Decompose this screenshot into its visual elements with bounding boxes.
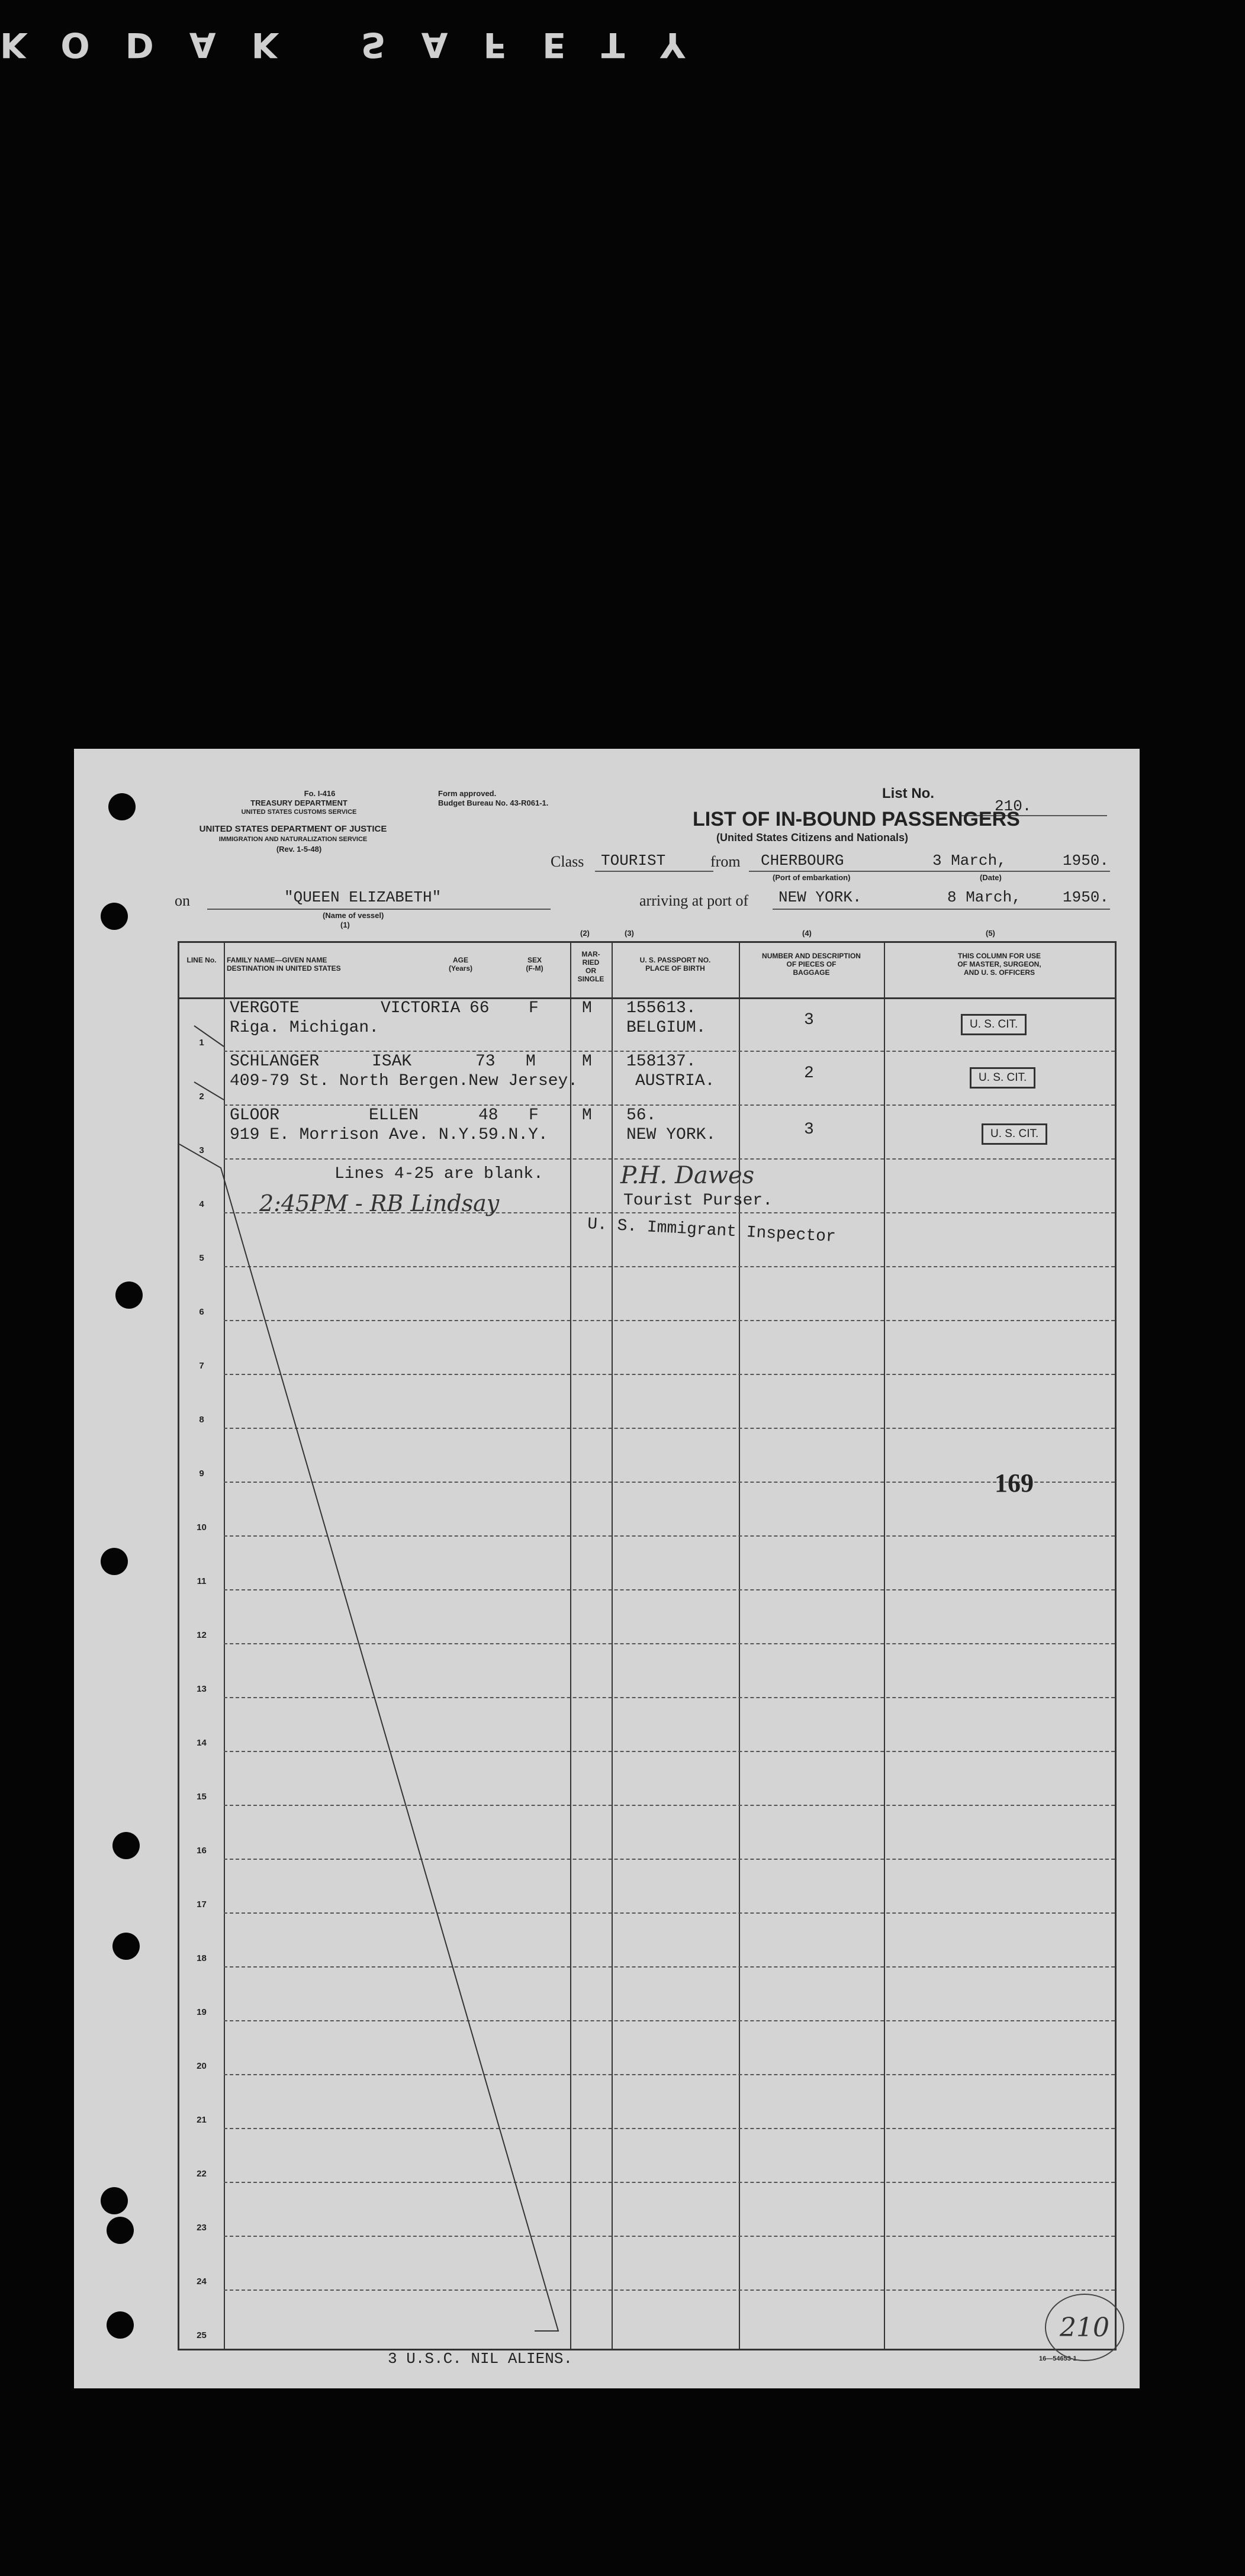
passenger-destination: Riga. Michigan. <box>230 1019 379 1037</box>
punch-hole <box>112 1933 140 1960</box>
col-number-4: (4) <box>802 929 812 938</box>
line-number: 13 <box>197 1684 207 1694</box>
manifest-title: LIST OF IN-BOUND PASSENGERS <box>693 808 1020 830</box>
col-header-sex: SEX (F-M) <box>526 956 543 973</box>
passenger-baggage: 3 <box>804 1120 814 1139</box>
port-embarkation: CHERBOURG <box>761 852 844 870</box>
line-number: 15 <box>197 1792 207 1802</box>
passenger-passport-no: 56. <box>626 1106 657 1125</box>
col-number-2: (2) <box>580 929 590 938</box>
col-divider <box>739 943 740 2349</box>
purser-title: Tourist Purser. <box>623 1192 773 1210</box>
passenger-destination: 919 E. Morrison Ave. N.Y.59.N.Y. <box>230 1126 548 1144</box>
budget-bureau: Budget Bureau No. 43-R061-1. <box>438 798 549 807</box>
arriving-label: arriving at port of <box>639 892 749 909</box>
line-number: 1 <box>199 1038 204 1048</box>
citizen-stamp: U. S. CIT. <box>961 1014 1027 1035</box>
page-number: 169 <box>995 1469 1034 1498</box>
circled-list-number <box>1045 2294 1124 2361</box>
punch-hole <box>101 1548 128 1575</box>
film-edge-text: KODAK SAFETY <box>0 25 721 65</box>
port-caption: (Port of embarkation) <box>773 873 851 882</box>
line-number: 3 <box>199 1145 204 1155</box>
citizen-stamp: U. S. CIT. <box>970 1067 1035 1089</box>
col-header-age: AGE (Years) <box>448 956 473 973</box>
passenger-marital-status: M <box>582 1106 592 1125</box>
passenger-destination: 409-79 St. North Bergen.New Jersey. <box>230 1072 578 1090</box>
punch-hole <box>115 1281 143 1309</box>
col-divider <box>612 943 613 2349</box>
treasury-dept: TREASURY DEPARTMENT <box>250 798 348 807</box>
line-number: 25 <box>197 2330 207 2340</box>
passenger-age: 48 <box>478 1106 498 1125</box>
passenger-table <box>178 941 1117 2350</box>
line-number: 10 <box>197 1522 207 1532</box>
line-number: 17 <box>197 1899 207 1910</box>
circled-list-number-text: 210 <box>1060 2312 1109 2343</box>
footer-summary: 3 U.S.C. NIL ALIENS. <box>388 2350 573 2368</box>
vessel-name: "QUEEN ELIZABETH" <box>284 888 442 906</box>
punch-hole <box>108 793 136 820</box>
col-divider <box>884 943 885 2349</box>
class-label: Class <box>551 853 584 870</box>
line-number: 6 <box>199 1307 204 1317</box>
line-number: 19 <box>197 2007 207 2017</box>
col-number-3: (3) <box>625 929 634 938</box>
punch-hole <box>101 2187 128 2214</box>
date-line <box>932 871 1110 872</box>
citizen-stamp: U. S. CIT. <box>982 1123 1047 1145</box>
passenger-birthplace: BELGIUM. <box>626 1019 706 1037</box>
naturalization-service: IMMIGRATION AND NATURALIZATION SERVICE <box>218 836 368 843</box>
vessel-line <box>207 909 551 910</box>
class-line <box>595 871 713 872</box>
purser-signature: P.H. Dawes <box>620 1162 755 1189</box>
passenger-family-name: SCHLANGER <box>230 1052 320 1071</box>
customs-service: UNITED STATES CUSTOMS SERVICE <box>241 809 357 816</box>
departure-year: 1950. <box>1063 852 1109 870</box>
line-number: 21 <box>197 2115 207 2125</box>
passenger-age: 73 <box>475 1052 496 1071</box>
line-number: 5 <box>199 1253 204 1263</box>
from-label: from <box>710 853 741 870</box>
inspector-title: U. S. Immigrant Inspector <box>587 1215 837 1247</box>
list-no-label: List No. <box>882 785 934 801</box>
passenger-sex: F <box>529 999 539 1017</box>
arrival-port: NEW YORK. <box>778 888 862 906</box>
passenger-family-name: VERGOTE <box>230 999 300 1017</box>
on-label: on <box>175 892 190 909</box>
printer-code: 16—54653-1 <box>1039 2355 1077 2362</box>
line-number: 12 <box>197 1630 207 1640</box>
passenger-sex: M <box>526 1052 536 1071</box>
passenger-baggage: 3 <box>804 1011 814 1029</box>
vessel-caption: (Name of vessel) <box>323 911 384 920</box>
punch-hole <box>107 2217 134 2244</box>
passenger-sex: F <box>529 1106 539 1125</box>
line-number: 8 <box>199 1415 204 1425</box>
line-number: 20 <box>197 2061 207 2071</box>
manifest-subtitle: (United States Citizens and Nationals) <box>716 832 909 843</box>
line-number: 4 <box>199 1199 204 1209</box>
passenger-passport-no: 155613. <box>626 999 696 1017</box>
form-number: Fo. I-416 <box>304 789 336 798</box>
passenger-family-name: GLOOR <box>230 1106 280 1125</box>
vessel-col-number: (1) <box>340 920 350 929</box>
col-header-line: LINE No. <box>186 956 217 964</box>
blank-lines-note: Lines 4-25 are blank. <box>334 1165 543 1183</box>
punch-hole <box>112 1832 140 1859</box>
passenger-given-name: ELLEN <box>369 1106 419 1125</box>
line-number: 24 <box>197 2276 207 2287</box>
list-no-value: 210. <box>995 797 1032 815</box>
passenger-birthplace: NEW YORK. <box>626 1126 716 1144</box>
col-number-5: (5) <box>986 929 995 938</box>
passenger-marital-status: M <box>582 999 592 1017</box>
cancel-line <box>179 943 594 2349</box>
passenger-passport-no: 158137. <box>626 1052 696 1071</box>
line-number: 2 <box>199 1091 204 1102</box>
line-number: 22 <box>197 2169 207 2179</box>
line-number: 9 <box>199 1469 204 1479</box>
passenger-age: 66 <box>469 999 490 1017</box>
punch-hole <box>107 2311 134 2339</box>
arrival-year: 1950. <box>1063 888 1109 906</box>
line-number: 23 <box>197 2223 207 2233</box>
arrival-date-line <box>944 909 1110 910</box>
revision-date: (Rev. 1-5-48) <box>276 845 322 854</box>
form-approved: Form approved. <box>438 789 497 798</box>
manifest-sheet <box>74 749 1140 2388</box>
line-number: 7 <box>199 1361 204 1371</box>
line-number: 14 <box>197 1738 207 1748</box>
passenger-given-name: ISAK <box>372 1052 412 1071</box>
arrival-date: 8 March, <box>947 888 1021 906</box>
col-header-married: MAR- RIED OR SINGLE <box>577 950 604 983</box>
passenger-birthplace: AUSTRIA. <box>635 1072 715 1090</box>
line-number: 16 <box>197 1846 207 1856</box>
col-header-baggage: NUMBER AND DESCRIPTION OF PIECES OF BAGGAGE <box>762 952 861 977</box>
col-header-name: FAMILY NAME—GIVEN NAME DESTINATION IN UNITED STATES <box>227 956 341 973</box>
passenger-marital-status: M <box>582 1052 592 1071</box>
passenger-given-name: VICTORIA <box>381 999 461 1017</box>
justice-dept: UNITED STATES DEPARTMENT OF JUSTICE <box>199 824 387 834</box>
date-caption: (Date) <box>980 873 1002 882</box>
col-header-passport: U. S. PASSPORT NO. PLACE OF BIRTH <box>639 956 711 973</box>
punch-hole <box>101 903 128 930</box>
passenger-baggage: 2 <box>804 1064 814 1083</box>
line-number: 18 <box>197 1953 207 1963</box>
inspection-time-signature: 2:45PM - RB Lindsay <box>259 1190 500 1216</box>
class-value: TOURIST <box>601 852 666 870</box>
col-header-officers: THIS COLUMN FOR USE OF MASTER, SURGEON, AND U. S. OFFICERS <box>957 952 1041 977</box>
line-number: 11 <box>197 1576 207 1586</box>
departure-date: 3 March, <box>932 852 1006 870</box>
from-line <box>749 871 950 872</box>
arrival-port-line <box>773 909 950 910</box>
